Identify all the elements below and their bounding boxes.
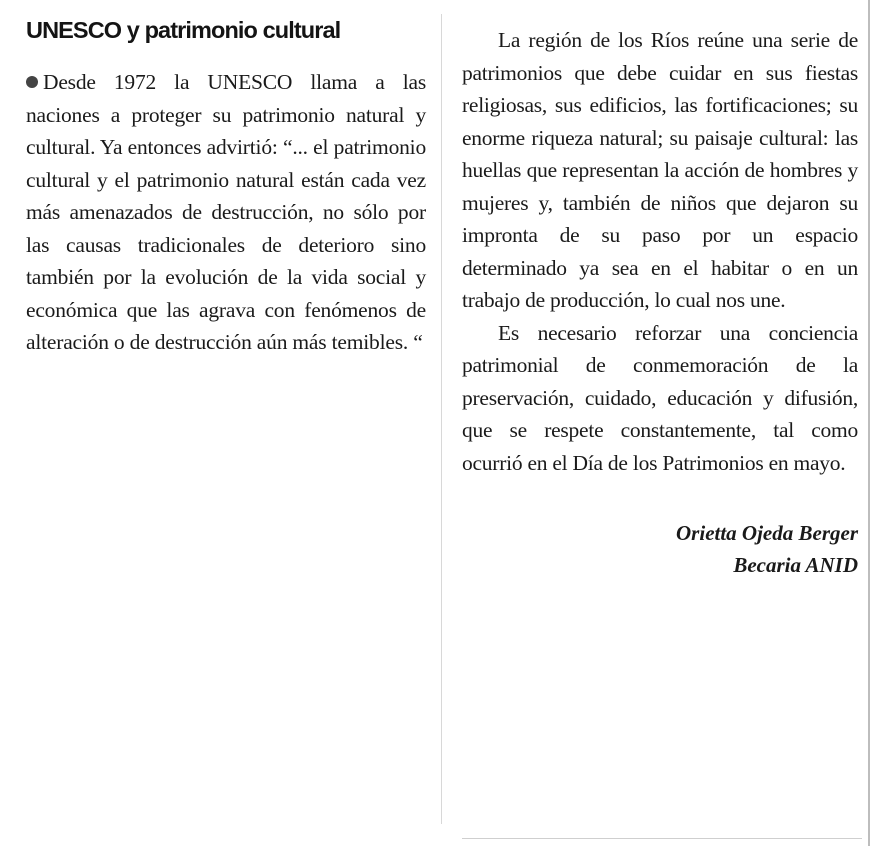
- right-paragraph-2: Es necesario reforzar una conciencia patrimonial de conmemoración de la preservación, cuidado, educación y difusión, que se respete constantemente, tal como ocurrió en el Día de los Patrimonios en mayo.: [462, 320, 858, 475]
- left-paragraph-container: [26, 66, 426, 359]
- left-paragraph: Desde 1972 la UNESCO llama a las naciones a proteger su patrimonio natural y cultural. Ya entonces advirtió: “... el patrimonio cultural y el patrimonio natural están cada vez más amenazados de destrucción, no sólo por las causas tradicionales de deterioro sino también por la evolución de la vida social y económica que las agrava con fenómenos de alteración o de destrucción aún más temibles. “: [26, 70, 426, 354]
- article-headline: UNESCO y patrimonio cultural: [26, 17, 341, 43]
- bullet-icon: [26, 76, 38, 88]
- page-edge: [868, 0, 870, 846]
- author-title: Becaria ANID: [733, 553, 858, 577]
- author-signature: [462, 517, 858, 581]
- left-column: [26, 12, 426, 359]
- right-column: [462, 24, 858, 581]
- bottom-rule: [462, 838, 862, 839]
- author-name: Orietta Ojeda Berger: [676, 521, 858, 545]
- right-paragraph-1: La región de los Ríos reúne una serie de patrimonios que debe cuidar en sus fiestas religiosas, sus edificios, las fortificaciones; su enorme riqueza natural; su paisaje cultural: las huellas que representan la acción de hombres y mujeres y, también de niños que dejaron su impronta de su paso por un espacio determinado ya sea en el habitar o en un trabajo de producción, lo cual nos une.: [462, 28, 858, 312]
- column-divider: [441, 14, 442, 824]
